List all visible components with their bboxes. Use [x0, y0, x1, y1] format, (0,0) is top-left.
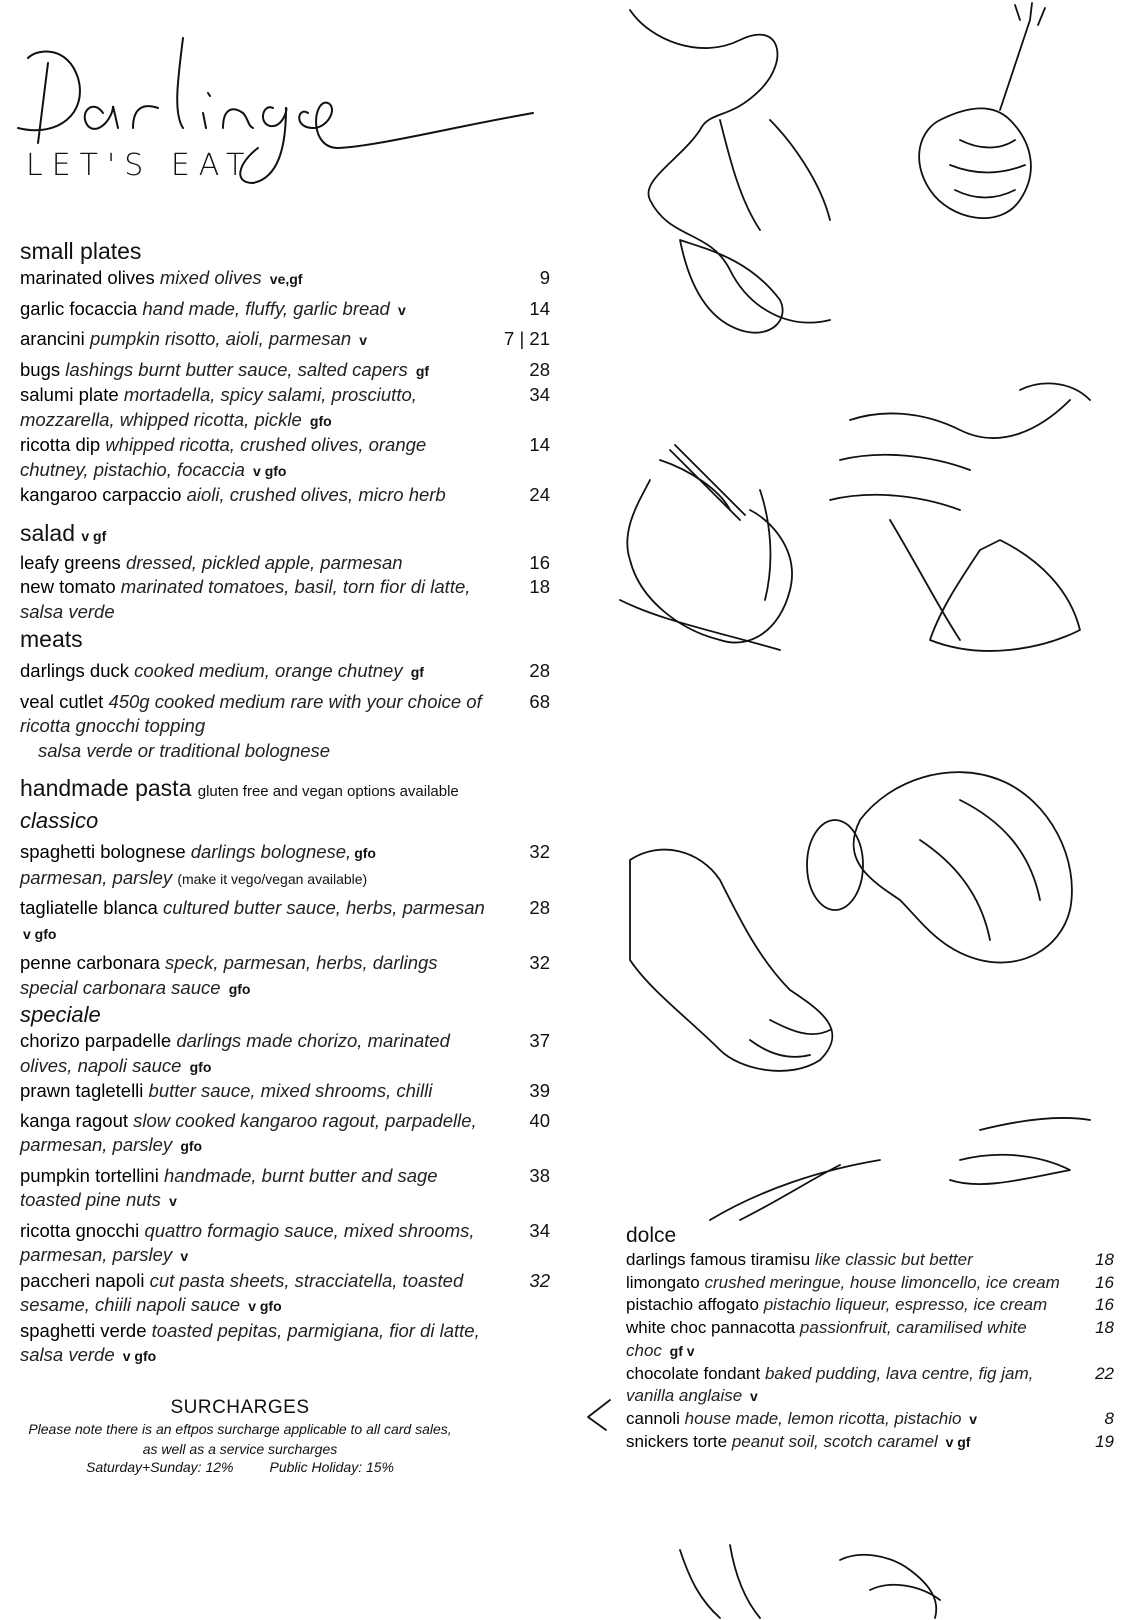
- menu-item: penne carbonara speck, parmesan, herbs, darlings special carbonara sauce gfo 32: [20, 952, 550, 998]
- price: 34: [529, 1219, 550, 1241]
- menu-left-column: [20, 236, 550, 1369]
- menu-item: ricotta gnocchi quattro formagio sauce, mixed shrooms, parmesan, parsley v 34: [20, 1219, 550, 1265]
- price: 32: [529, 841, 550, 862]
- line-art-arm-bread-illustration: [620, 740, 1100, 1090]
- price: 38: [529, 1164, 550, 1186]
- price: 22: [1095, 1363, 1114, 1383]
- price: 16: [529, 551, 550, 573]
- price: 40: [529, 1109, 550, 1131]
- price: 18: [1095, 1250, 1114, 1269]
- price: 28: [529, 660, 550, 681]
- menu-item: spaghetti verde toasted pepitas, parmigiana, fior di latte, salsa verde v gfo: [20, 1319, 480, 1365]
- chevron-left-doodle-icon: [580, 1395, 620, 1435]
- section-title-pasta: handmade pasta gluten free and vegan options available: [20, 775, 459, 801]
- price: 32: [529, 1269, 550, 1291]
- price: 16: [1095, 1295, 1114, 1315]
- menu-item: pumpkin tortellini handmade, burnt butter and sage toasted pine nuts v 38: [20, 1164, 550, 1210]
- price: 28: [529, 897, 550, 918]
- svg-text:Darlings: Darlings: [8, 18, 12, 19]
- menu-item: white choc pannacotta passionfruit, caramilised white choc gf v 18: [626, 1318, 1114, 1360]
- price: 39: [529, 1080, 550, 1101]
- menu-item: leafy greens dressed, pickled apple, parmesan 16: [20, 551, 550, 576]
- menu-item: pistachio affogato pistachio liqueur, espresso, ice cream 16: [626, 1294, 1114, 1317]
- menu-item: kangaroo carpaccio aioli, crushed olives, micro herb 24: [20, 483, 550, 508]
- price: 9: [539, 267, 550, 288]
- subsection-title-classico: classico: [20, 808, 99, 833]
- small-plates-list: [20, 266, 550, 508]
- subsection-title-speciale: speciale: [20, 1002, 101, 1027]
- price: 24: [529, 484, 550, 505]
- surcharges-body: Please note there is an eftpos surcharge applicable to all card sales, as well as a service surcharges: [28, 1421, 452, 1457]
- price: 34: [529, 384, 550, 405]
- line-art-footer-hands-illustration: [660, 1540, 1000, 1620]
- section-title-meats: meats: [20, 626, 83, 652]
- menu-item: darlings famous tiramisu like classic but better 18: [626, 1249, 1114, 1272]
- menu-item: kanga ragout slow cooked kangaroo ragout, parpadelle, parmesan, parsley gfo 40: [20, 1109, 550, 1155]
- menu-item: veal cutlet 450g cooked medium rare with your choice of ricotta gnocchi topping salsa verde or traditional bolognese 68: [20, 690, 550, 761]
- tagline: LET'S EAT: [26, 148, 254, 183]
- price: 68: [529, 690, 550, 712]
- line-art-hands-cigarette-illustration: [600, 370, 1110, 690]
- holiday-rate: Public Holiday: 15%: [269, 1459, 394, 1475]
- section-title-dolce: dolce: [626, 1224, 677, 1247]
- surcharges-title: SURCHARGES: [170, 1397, 310, 1418]
- menu-item: prawn tagletelli butter sauce, mixed shrooms, chilli 39: [20, 1079, 550, 1104]
- menu-item: new tomato marinated tomatoes, basil, torn fior di latte, salsa verde 18: [20, 576, 550, 622]
- price: 18: [529, 576, 550, 597]
- section-title-salad: salad v gf: [20, 519, 107, 546]
- price: 14: [529, 434, 550, 455]
- menu-item: snickers torte peanut soil, scotch caramel v gf 19: [626, 1431, 1114, 1454]
- menu-item: arancini pumpkin risotto, aioli, parmesan v 7 | 21: [20, 327, 550, 353]
- menu-item: cannoli house made, lemon ricotta, pistachio v 8: [626, 1408, 1114, 1431]
- menu-item: garlic focaccia hand made, fluffy, garlic bread v 14: [20, 297, 550, 323]
- menu-item: bugs lashings burnt butter sauce, salted capers gf 28: [20, 358, 550, 384]
- menu-item: marinated olives mixed olives ve,gf 9: [20, 266, 550, 292]
- menu-item: tagliatelle blanca cultured butter sauce, herbs, parmesan v gfo 28: [20, 897, 550, 942]
- price: 8: [1104, 1408, 1114, 1428]
- section-title-small-plates: small plates: [20, 238, 142, 264]
- price: 16: [1095, 1272, 1114, 1292]
- dolce-section: [626, 1223, 1114, 1453]
- menu-item: limongato crushed meringue, house limoncello, ice cream 16: [626, 1272, 1114, 1295]
- menu-item: ricotta dip whipped ricotta, crushed olives, orange chutney, pistachio, focaccia v gfo 14: [20, 434, 550, 480]
- price: 32: [529, 952, 550, 973]
- price: 18: [1095, 1318, 1114, 1338]
- line-art-hands-fork-illustration: [620, 0, 1070, 360]
- price: 19: [1095, 1431, 1114, 1451]
- menu-item: spaghetti bolognese darlings bolognese, gfo parmesan, parsley (make it vego/vegan available) 32: [20, 841, 550, 888]
- surcharges-notice: [20, 1397, 460, 1475]
- price: 37: [529, 1030, 550, 1051]
- menu-item: paccheri napoli cut pasta sheets, stracciatella, toasted sesame, chiili napoli sauce v gfo 32: [20, 1269, 550, 1315]
- menu-item: chocolate fondant baked pudding, lava centre, fig jam, vanilla anglaise v 22: [626, 1363, 1114, 1406]
- weekend-rate: Saturday+Sunday: 12%: [85, 1459, 234, 1475]
- menu-item: darlings duck cooked medium, orange chutney gf 28: [20, 659, 550, 685]
- price: 14: [529, 297, 550, 319]
- price: 7 | 21: [504, 328, 550, 349]
- menu-item: chorizo parpadelle darlings made chorizo, marinated olives, napoli sauce gfo 37: [20, 1030, 550, 1076]
- line-art-bottom-illustration: [700, 1110, 1100, 1230]
- menu-item: salumi plate mortadella, spicy salami, prosciutto, mozzarella, whipped ricotta, pickle gfo 34: [20, 384, 550, 430]
- price: 28: [529, 358, 550, 380]
